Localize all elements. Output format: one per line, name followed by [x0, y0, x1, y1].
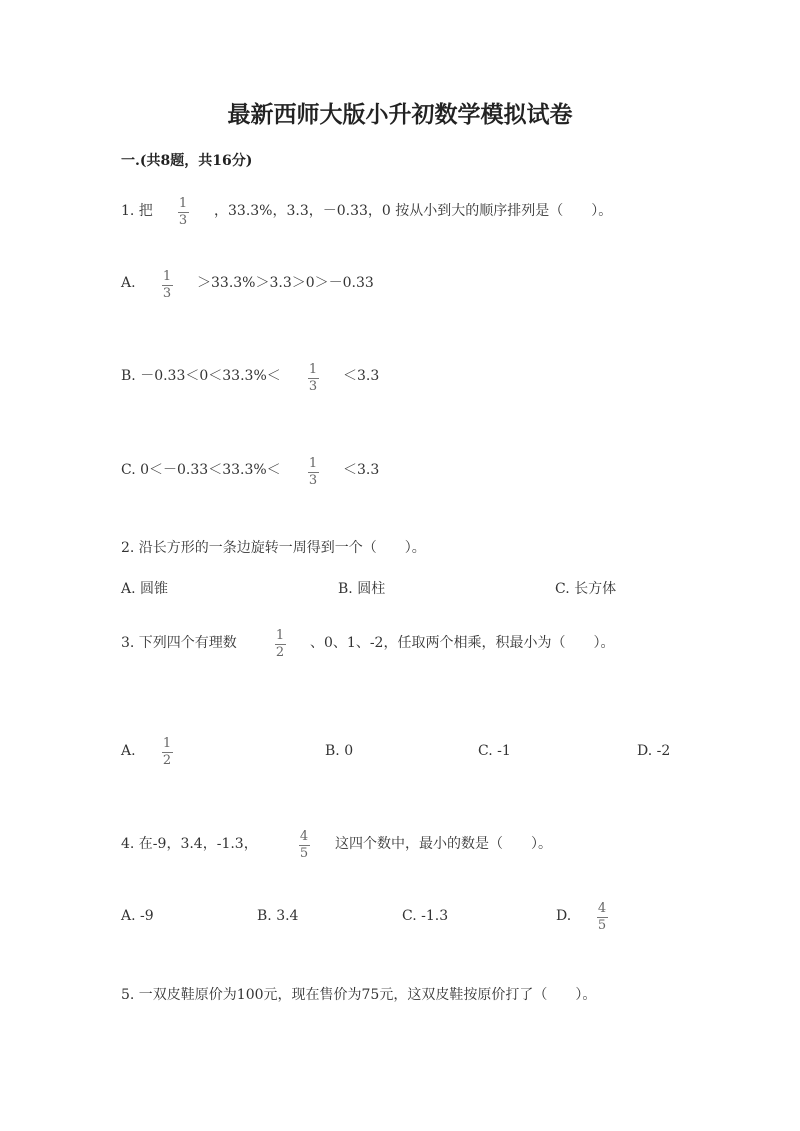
question-3-suffix: 、0、1、-2，任取两个相乘，积最小为（ ）。: [310, 635, 615, 651]
fraction-four-fifths: [595, 902, 609, 932]
fraction-denominator: 3: [178, 213, 188, 228]
question-3-option-c[interactable]: C. -1: [478, 743, 511, 759]
option-label: D.: [556, 908, 572, 924]
question-3-option-b[interactable]: B. 0: [325, 743, 354, 759]
question-1-prefix: 1. 把: [121, 203, 153, 219]
fraction-numerator: 1: [275, 628, 285, 643]
fraction-one-third: [176, 197, 190, 227]
fraction-denominator: 5: [299, 846, 309, 861]
question-4-option-a[interactable]: A. -9: [121, 908, 154, 924]
question-4-option-c[interactable]: C. -1.3: [402, 908, 449, 924]
question-3-prefix: 3. 下列四个有理数: [121, 635, 237, 651]
section-header: 一.(共8题，共16分): [121, 153, 253, 169]
question-4-suffix: 这四个数中，最小的数是（ ）。: [335, 836, 552, 852]
question-4-option-b[interactable]: B. 3.4: [257, 908, 299, 924]
question-2-option-c[interactable]: C. 长方体: [555, 581, 617, 597]
fraction-numerator: 1: [178, 196, 188, 211]
option-text: ＞33.3%＞3.3＞0＞－0.33: [197, 275, 374, 291]
option-text: C. 0＜－0.33＜33.3%＜: [121, 462, 281, 478]
fraction-numerator: 1: [308, 456, 318, 471]
option-label: A.: [121, 743, 136, 759]
fraction-one-half: [273, 629, 287, 659]
fraction-four-fifths: [297, 830, 311, 860]
page-title: 最新西师大版小升初数学模拟试卷: [227, 101, 573, 128]
fraction-one-half: [160, 737, 174, 767]
fraction-numerator: 4: [597, 901, 607, 916]
question-1-suffix: ，33.3%，3.3，－0.33，0 按从小到大的顺序排列是（ ）。: [214, 203, 613, 219]
fraction-numerator: 1: [308, 362, 318, 377]
fraction-numerator: 1: [162, 736, 172, 751]
question-3-option-d[interactable]: D. -2: [637, 743, 671, 759]
fraction-denominator: 2: [162, 753, 172, 768]
fraction-one-third: [306, 363, 320, 393]
fraction-one-third: [160, 270, 174, 300]
question-2-option-a[interactable]: A. 圆锥: [121, 581, 169, 597]
fraction-denominator: 2: [275, 645, 285, 660]
question-2-text: 2. 沿长方形的一条边旋转一周得到一个（ ）。: [121, 540, 426, 556]
option-text-end: ＜3.3: [343, 368, 380, 384]
fraction-denominator: 3: [308, 473, 318, 488]
fraction-numerator: 1: [162, 269, 172, 284]
option-text-end: ＜3.3: [343, 462, 380, 478]
fraction-one-third: [306, 457, 320, 487]
question-4-prefix: 4. 在-9，3.4，-1.3，: [121, 836, 258, 852]
option-label: A.: [121, 275, 136, 291]
fraction-denominator: 3: [162, 286, 172, 301]
option-text: B. －0.33＜0＜33.3%＜: [121, 368, 281, 384]
fraction-numerator: 4: [299, 829, 309, 844]
question-5-text: 5. 一双皮鞋原价为100元，现在售价为75元，这双皮鞋按原价打了（ ）。: [121, 987, 597, 1003]
fraction-denominator: 5: [597, 918, 607, 933]
question-2-option-b[interactable]: B. 圆柱: [338, 581, 386, 597]
fraction-denominator: 3: [308, 379, 318, 394]
